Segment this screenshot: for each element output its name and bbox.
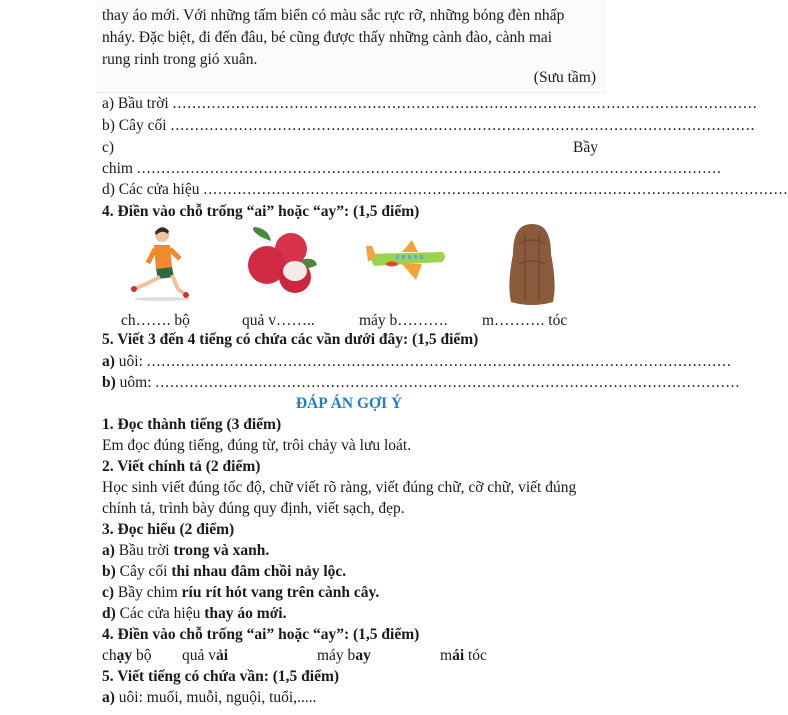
- answer-s2-text: chính tả, trình bày đúng quy định, viết sạch, đẹp.: [102, 500, 405, 517]
- passage-line: thay áo mới. Với những tấm biển có màu sắc rực rỡ, những bóng đèn nhấp: [102, 7, 565, 24]
- running-boy-image: [128, 225, 192, 303]
- answer-word: mái tóc: [440, 647, 487, 664]
- answer-s3-a: a) Bầu trời trong và xanh.: [102, 542, 270, 559]
- answer-s1-heading: 1. Đọc thành tiếng (3 điểm): [102, 416, 282, 433]
- answer-title: ĐÁP ÁN GỢI Ý: [295, 395, 403, 412]
- answer-s1-text: Em đọc đúng tiếng, đúng từ, trôi chảy và lưu loát.: [102, 437, 412, 454]
- answer-word: quả vải: [182, 647, 229, 664]
- long-hair-image: [505, 224, 559, 306]
- answer-s3-b: b) Cây cối thi nhau đâm chồi nảy lộc.: [102, 563, 347, 580]
- answer-s5-heading: 5. Viết tiếng có chứa vần: (1,5 điểm): [102, 668, 340, 685]
- blank-b: b) Cây cối ........................................................................................................................: [102, 117, 756, 134]
- blank-c-cont: chim ........................................................................................................................: [102, 160, 722, 177]
- answer-s5-a: a) uôi: muối, muỗi, nguội, tuổi,.....: [102, 689, 317, 706]
- blank-d: d) Các cửa hiệu ........................................................................................................................: [102, 181, 788, 198]
- q5-b: b) uôm: ........................................................................................................................: [102, 374, 741, 391]
- passage-source: (Sưu tầm): [533, 69, 596, 86]
- blank-c: c) Bầy: [102, 139, 598, 156]
- q5-heading: 5. Viết 3 đến 4 tiếng có chứa các vần dưới đây: (1,5 điểm): [102, 331, 479, 348]
- answer-word: máy bay: [317, 647, 371, 664]
- answer-s4-heading: 4. Điền vào chỗ trống “ai” hoặc “ay”: (1,5 điểm): [102, 626, 420, 643]
- q4-caption: m………. tóc: [482, 312, 568, 329]
- answer-s2-text: Học sinh viết đúng tốc độ, chữ viết rõ ràng, viết đúng chữ, cỡ chữ, viết đúng: [102, 479, 577, 496]
- q4-caption: máy b……….: [359, 312, 448, 329]
- passage-line: nháy. Đặc biệt, đi đến đâu, bé cũng được thấy những cành đào, cành mai: [102, 29, 553, 46]
- lychee-image: [245, 225, 319, 297]
- answer-word: chạy bộ: [102, 647, 152, 664]
- blank-a: a) Bầu trời ........................................................................................................................: [102, 95, 758, 112]
- answer-s3-heading: 3. Đọc hiểu (2 điểm): [102, 521, 235, 538]
- answer-s2-heading: 2. Viết chính tả (2 điểm): [102, 458, 261, 475]
- answer-s3-d: d) Các cửa hiệu thay áo mới.: [102, 605, 287, 622]
- airplane-image: [362, 240, 448, 280]
- passage-line: rung rinh trong gió xuân.: [102, 51, 258, 68]
- q4-heading: 4. Điền vào chỗ trống “ai” hoặc “ay”: (1,5 điểm): [102, 203, 420, 220]
- answer-s3-c: c) Bầy chim ríu rít hót vang trên cành cây.: [102, 584, 380, 601]
- q5-a: a) uôi: ........................................................................................................................: [102, 353, 732, 370]
- q4-caption: ch……. bộ: [121, 312, 190, 329]
- q4-caption: quả v……..: [242, 312, 315, 329]
